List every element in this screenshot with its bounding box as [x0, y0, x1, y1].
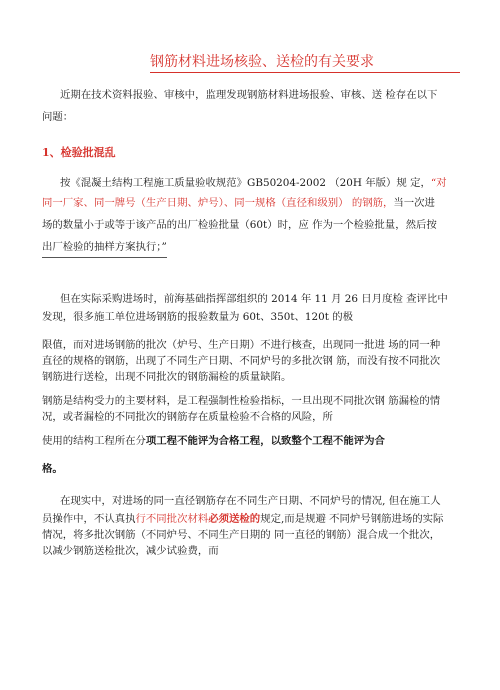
- p3-line-2: 直径的规格的钢筋，出现了不同生产日期、不同炉号的多批次钢 筋，而没有按不同批次: [42, 355, 441, 367]
- p4-line-1: 钢筋是结构受力的主要材料，是工程强制性检验指标，一旦出现不同批次钢 筋漏检的情: [42, 395, 441, 407]
- p1-quote-start: “对: [430, 177, 447, 189]
- intro-line-1: 近期在技术资料报验、审核中，监理发现钢筋材料进场报验、审核、送 检存在以下: [60, 89, 438, 101]
- p5-line-1: [42, 434, 385, 449]
- p5-prefix: 使用的结构工程所在分: [42, 435, 146, 447]
- p6-line2-rest: 规定,而是规避 不同炉号钢筋进场的实际: [260, 513, 444, 525]
- p6-line2-redbold: 必须送检的: [208, 513, 261, 525]
- p1-line2-rest: 当一次进: [393, 197, 435, 209]
- p6-line2-prefix: 员操作中，不认真执: [42, 513, 136, 525]
- p6-line-3: 情况，将多批次钢筋（不同炉号、不同生产日期的 同一直径的钢筋）混合成一个批次，: [42, 529, 441, 541]
- p1-quote-red: 同一厂家、同一牌号（生产日期、炉号）、同一规格（直径和级别） 的钢筋，: [42, 197, 394, 209]
- p1-line-2: [42, 196, 435, 211]
- section-heading: 1、检验批混乱: [42, 146, 116, 159]
- p1-line-1: [60, 176, 447, 191]
- p5-bold: 项工程不能评为合格工程，以致整个工程不能评为合: [145, 435, 385, 447]
- p1-line1-text: 按《混凝土结构工程施工质量验收规范》GB50204-2002 （20H 年版）规 定，: [60, 177, 431, 189]
- p1-line-3: 场的数量小于或等于该产品的出厂检验批量（60t）时，应 作为一个检验批量，然后按: [42, 219, 437, 231]
- p2-line-1: 但在实际采购进场时，前海基础指挥部组织的 2014 年 11 月 26 日月度检 查评比中: [60, 293, 448, 305]
- p4-line-2: 况，或者漏检的不同批次的钢筋存在质量检验不合格的风险，所: [42, 411, 333, 423]
- p1-line-4: 出厂检验的抽样方案执行；”: [42, 240, 167, 258]
- p6-line-1: 在现实中，对进场的同一直径钢筋存在不同生产日期、不同炉号的情况, 但在施工人: [60, 495, 441, 507]
- intro-line-2: 问题：: [42, 111, 74, 123]
- p2-line-2: 发现，很多施工单位进场钢筋的报验数量为 60t、350t、120t 的极: [42, 311, 354, 323]
- p3-line-1: 限值，而对进场钢筋的批次（炉号、生产日期）不进行核查，出现同一批进 场的同一种: [42, 339, 441, 351]
- p5-line-2: 格。: [42, 463, 63, 475]
- p6-line2-red: 行不同批次材料: [135, 513, 209, 525]
- document-title: 钢筋材料进场核验、送检的有关要求: [150, 51, 460, 73]
- p3-line-3: 钢筋进行送检，出现不同批次的钢筋漏检的质量缺陷。: [42, 371, 292, 383]
- p6-line-4: 以减少钢筋送检批次，减少试验费，而: [42, 545, 219, 557]
- p6-line-2: [42, 512, 443, 527]
